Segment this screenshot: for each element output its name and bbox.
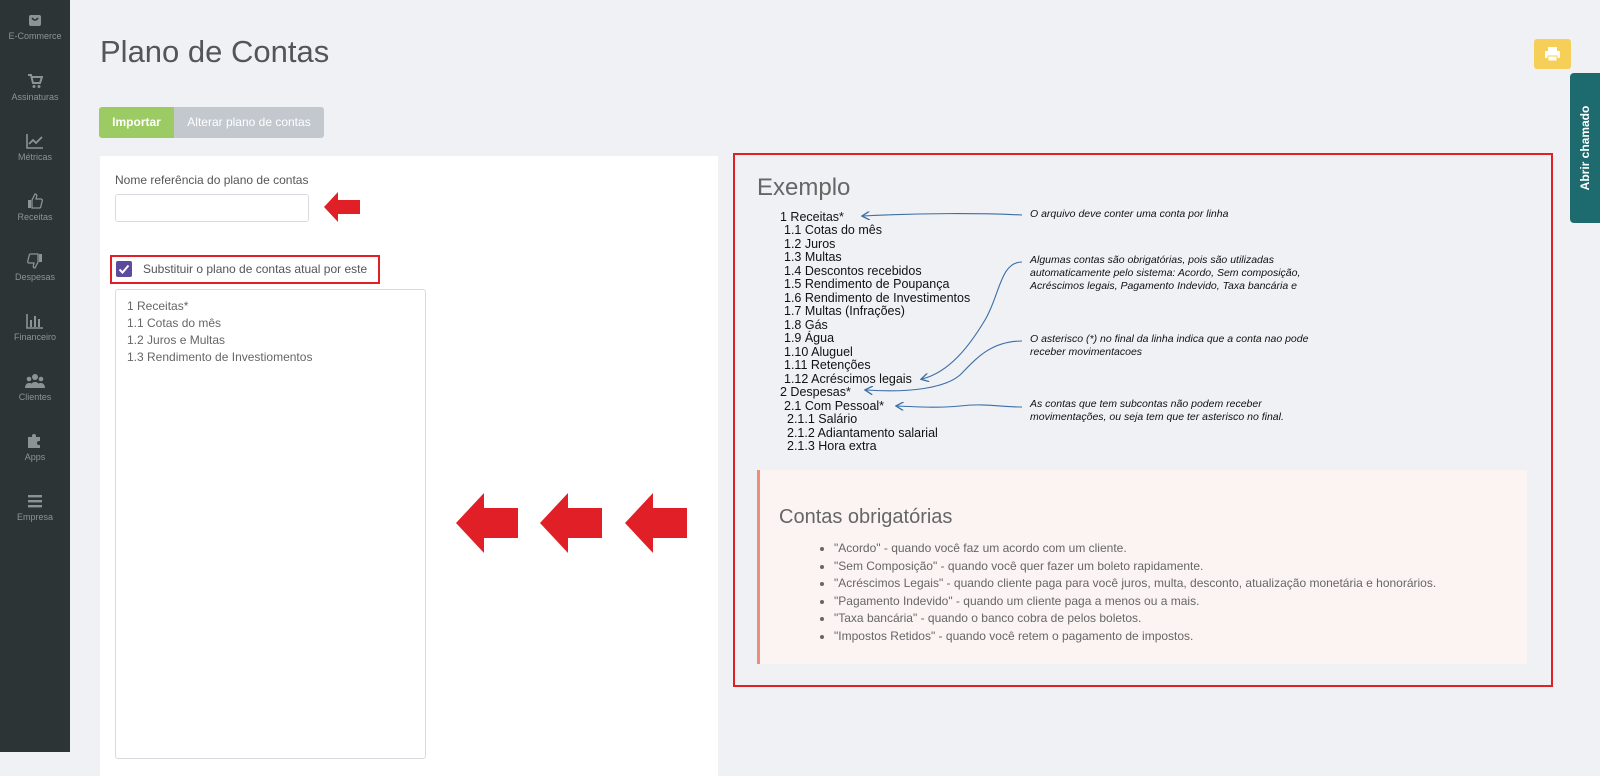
example-line: 1.1 Cotas do mês: [784, 223, 882, 237]
sidebar-item-label: Empresa: [16, 512, 53, 522]
note-line: receber movimentacoes: [1030, 346, 1143, 358]
sidebar-item-label: E-Commerce: [8, 31, 62, 41]
list-item: • "Impostos Retidos" - quando você retem o pagamento de impostos.: [834, 628, 1436, 646]
note-arrow: [866, 341, 1022, 391]
note-arrow: [922, 262, 1022, 379]
sidebar-item-label: Assinaturas: [11, 92, 59, 102]
sidebar-item-label: Métricas: [17, 152, 52, 162]
example-line: 1.2 Juros: [784, 237, 836, 251]
list-item: • "Taxa bancária" - quando o banco cobra de pelos boletos.: [834, 610, 1436, 628]
note-one-per-line: O arquivo deve conter uma conta por linha: [1030, 208, 1229, 220]
list-item: • "Acréscimos Legais" - quando cliente paga para você juros, multa, desconto, atualização monetária e honorários.: [834, 575, 1436, 593]
example-line: 1 Receitas*: [780, 210, 844, 224]
note-line: Acréscimos legais, Pagamento Indevido, Taxa bancária e: [1030, 280, 1297, 292]
sidebar-item-label: Apps: [24, 452, 46, 462]
note-arrow: [897, 405, 1022, 407]
textarea-line: 1.1 Cotas do mês: [127, 316, 222, 330]
alter-plan-button[interactable]: Alterar plano de contas: [174, 107, 324, 138]
sidebar-item-label: Despesas: [14, 272, 56, 282]
example-line: 1.11 Retenções: [784, 358, 871, 372]
textarea-line: 1.2 Juros e Multas: [127, 333, 226, 347]
example-line: 2 Despesas*: [780, 385, 851, 399]
sidebar-item-label: Financeiro: [13, 332, 57, 342]
note-line: Algumas contas são obrigatórias, pois são utilizadas: [1030, 254, 1274, 266]
list-item: • "Pagamento Indevido" - quando um cliente paga a menos ou a mais.: [834, 593, 1436, 611]
example-line: 1.9 Água: [784, 331, 835, 345]
example-line: 1.3 Multas: [784, 250, 842, 264]
contas-obrigatorias-list: [816, 540, 1436, 645]
ref-name-label: Nome referência do plano de contas: [115, 173, 309, 187]
note-line: O asterisco (*) no final da linha indica que a conta nao pode: [1030, 333, 1309, 345]
sidebar-item-label: Clientes: [18, 392, 52, 402]
import-button[interactable]: Importar: [99, 107, 174, 138]
list-item: • "Sem Composição" - quando você quer fazer um boleto rapidamente.: [834, 558, 1436, 576]
example-line: 2.1.3 Hora extra: [787, 439, 877, 453]
note-line: As contas que tem subcontas não podem receber: [1030, 398, 1262, 410]
open-ticket-label: Abrir chamado: [1578, 105, 1592, 191]
contas-obrigatorias-title: Contas obrigatórias: [779, 506, 953, 528]
example-line: 1.5 Rendimento de Poupança: [784, 277, 950, 291]
example-line: 2.1.2 Adiantamento salarial: [787, 426, 938, 440]
example-line: 2.1.1 Salário: [787, 412, 858, 426]
example-line: 1.12 Acréscimos legais: [784, 372, 912, 386]
example-line: 1.8 Gás: [784, 318, 828, 332]
sidebar-item-label: Receitas: [17, 212, 53, 222]
note-arrow: [863, 214, 1022, 216]
note-line: movimentações, ou seja tem que ter asterisco no final.: [1030, 411, 1284, 423]
textarea-line: 1.3 Rendimento de Investiomentos: [127, 350, 313, 364]
list-item: • "Acordo" - quando você faz um acordo com um cliente.: [834, 540, 1436, 558]
example-line: 2.1 Com Pessoal*: [784, 399, 885, 413]
replace-plan-label: Substituir o plano de contas atual por este: [143, 262, 368, 276]
note-line: automaticamente pelo sistema: Acordo, Sem composição,: [1030, 267, 1301, 279]
example-line: 1.7 Multas (Infrações): [784, 304, 905, 318]
textarea-line: 1 Receitas*: [127, 299, 189, 313]
example-line: 1.4 Descontos recebidos: [784, 264, 922, 278]
example-title: Exemplo: [757, 174, 851, 201]
example-line: 1.6 Rendimento de Investimentos: [784, 291, 971, 305]
page-title: Plano de Contas: [100, 34, 330, 69]
example-line: 1.10 Aluguel: [784, 345, 853, 359]
